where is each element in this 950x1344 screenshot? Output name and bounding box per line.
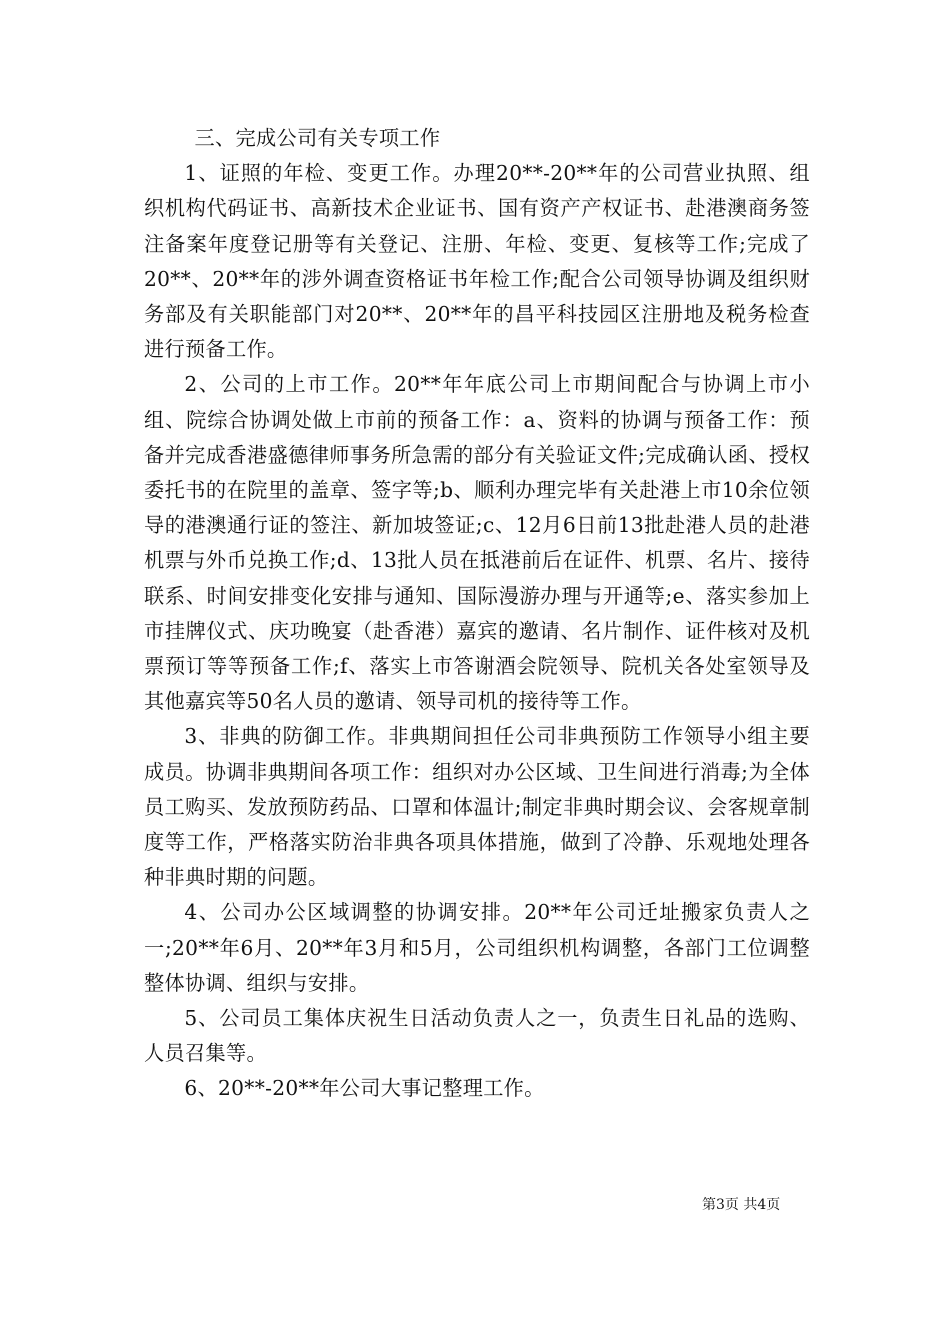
paragraph-6: 6、20**-20**年公司大事记整理工作。 (184, 1076, 545, 1101)
page-number: 第3页 共4页 (702, 1197, 781, 1213)
paragraph-3: 3、非典的防御工作。非典期间担任公司非典预防工作领导小组主要成员。协调非典期间各项工作：组织对办公区域、卫生间进行消毒;为全体员工购买、发放预防药品、口罩和体温计;制定非典时期会议、会客规章制度等工作，严格落实防治非典各项具体措施，做到了冷静、乐观地处理各种非典时期的问题。 (144, 724, 810, 890)
paragraph-2: 2、公司的上市工作。20**年年底公司上市期间配合与协调上市小组、院综合协调处做上市前的预备工作：a、资料的协调与预备工作：预备并完成香港盛德律师事务所急需的部分有关验证文件;完成确认函、授权委托书的在院里的盖章、签字等;b、顺利办理完毕有关赴港上市10余位领导的港澳通行证的签注、新加坡签证;c、12月6日前13批赴港人员的赴港机票与外币兑换工作;d、13批人员在抵港前后在证件、机票、名片、接待联系、时间安排变化安排与通知、国际漫游办理与开通等;e、落实参加上市挂牌仪式、庆功晚宴（赴香港）嘉宾的邀请、名片制作、证件核对及机票预订等等预备工作;f、落实上市答谢酒会院领导、院机关各处室领导及其他嘉宾等50名人员的邀请、领导司机的接待等工作。 (144, 372, 810, 714)
document-body (144, 121, 810, 1107)
paragraph-5: 5、公司员工集体庆祝生日活动负责人之一，负责生日礼品的选购、人员召集等。 (144, 1006, 810, 1066)
paragraph-1: 1、证照的年检、变更工作。办理20**-20**年的公司营业执照、组织机构代码证书、高新技术企业证书、国有资产产权证书、赴港澳商务签注备案年度登记册等有关登记、注册、年检、变更、复核等工作;完成了20**、20**年的涉外调查资格证书年检工作;配合公司领导协调及组织财务部及有关职能部门对20**、20**年的昌平科技园区注册地及税务检查进行预备工作。 (144, 161, 810, 362)
paragraph-4: 4、公司办公区域调整的协调安排。20**年公司迁址搬家负责人之一;20**年6月、20**年3月和5月，公司组织机构调整，各部门工位调整整体协调、组织与安排。 (144, 900, 810, 995)
section-heading: 三、完成公司有关专项工作 (194, 126, 441, 150)
